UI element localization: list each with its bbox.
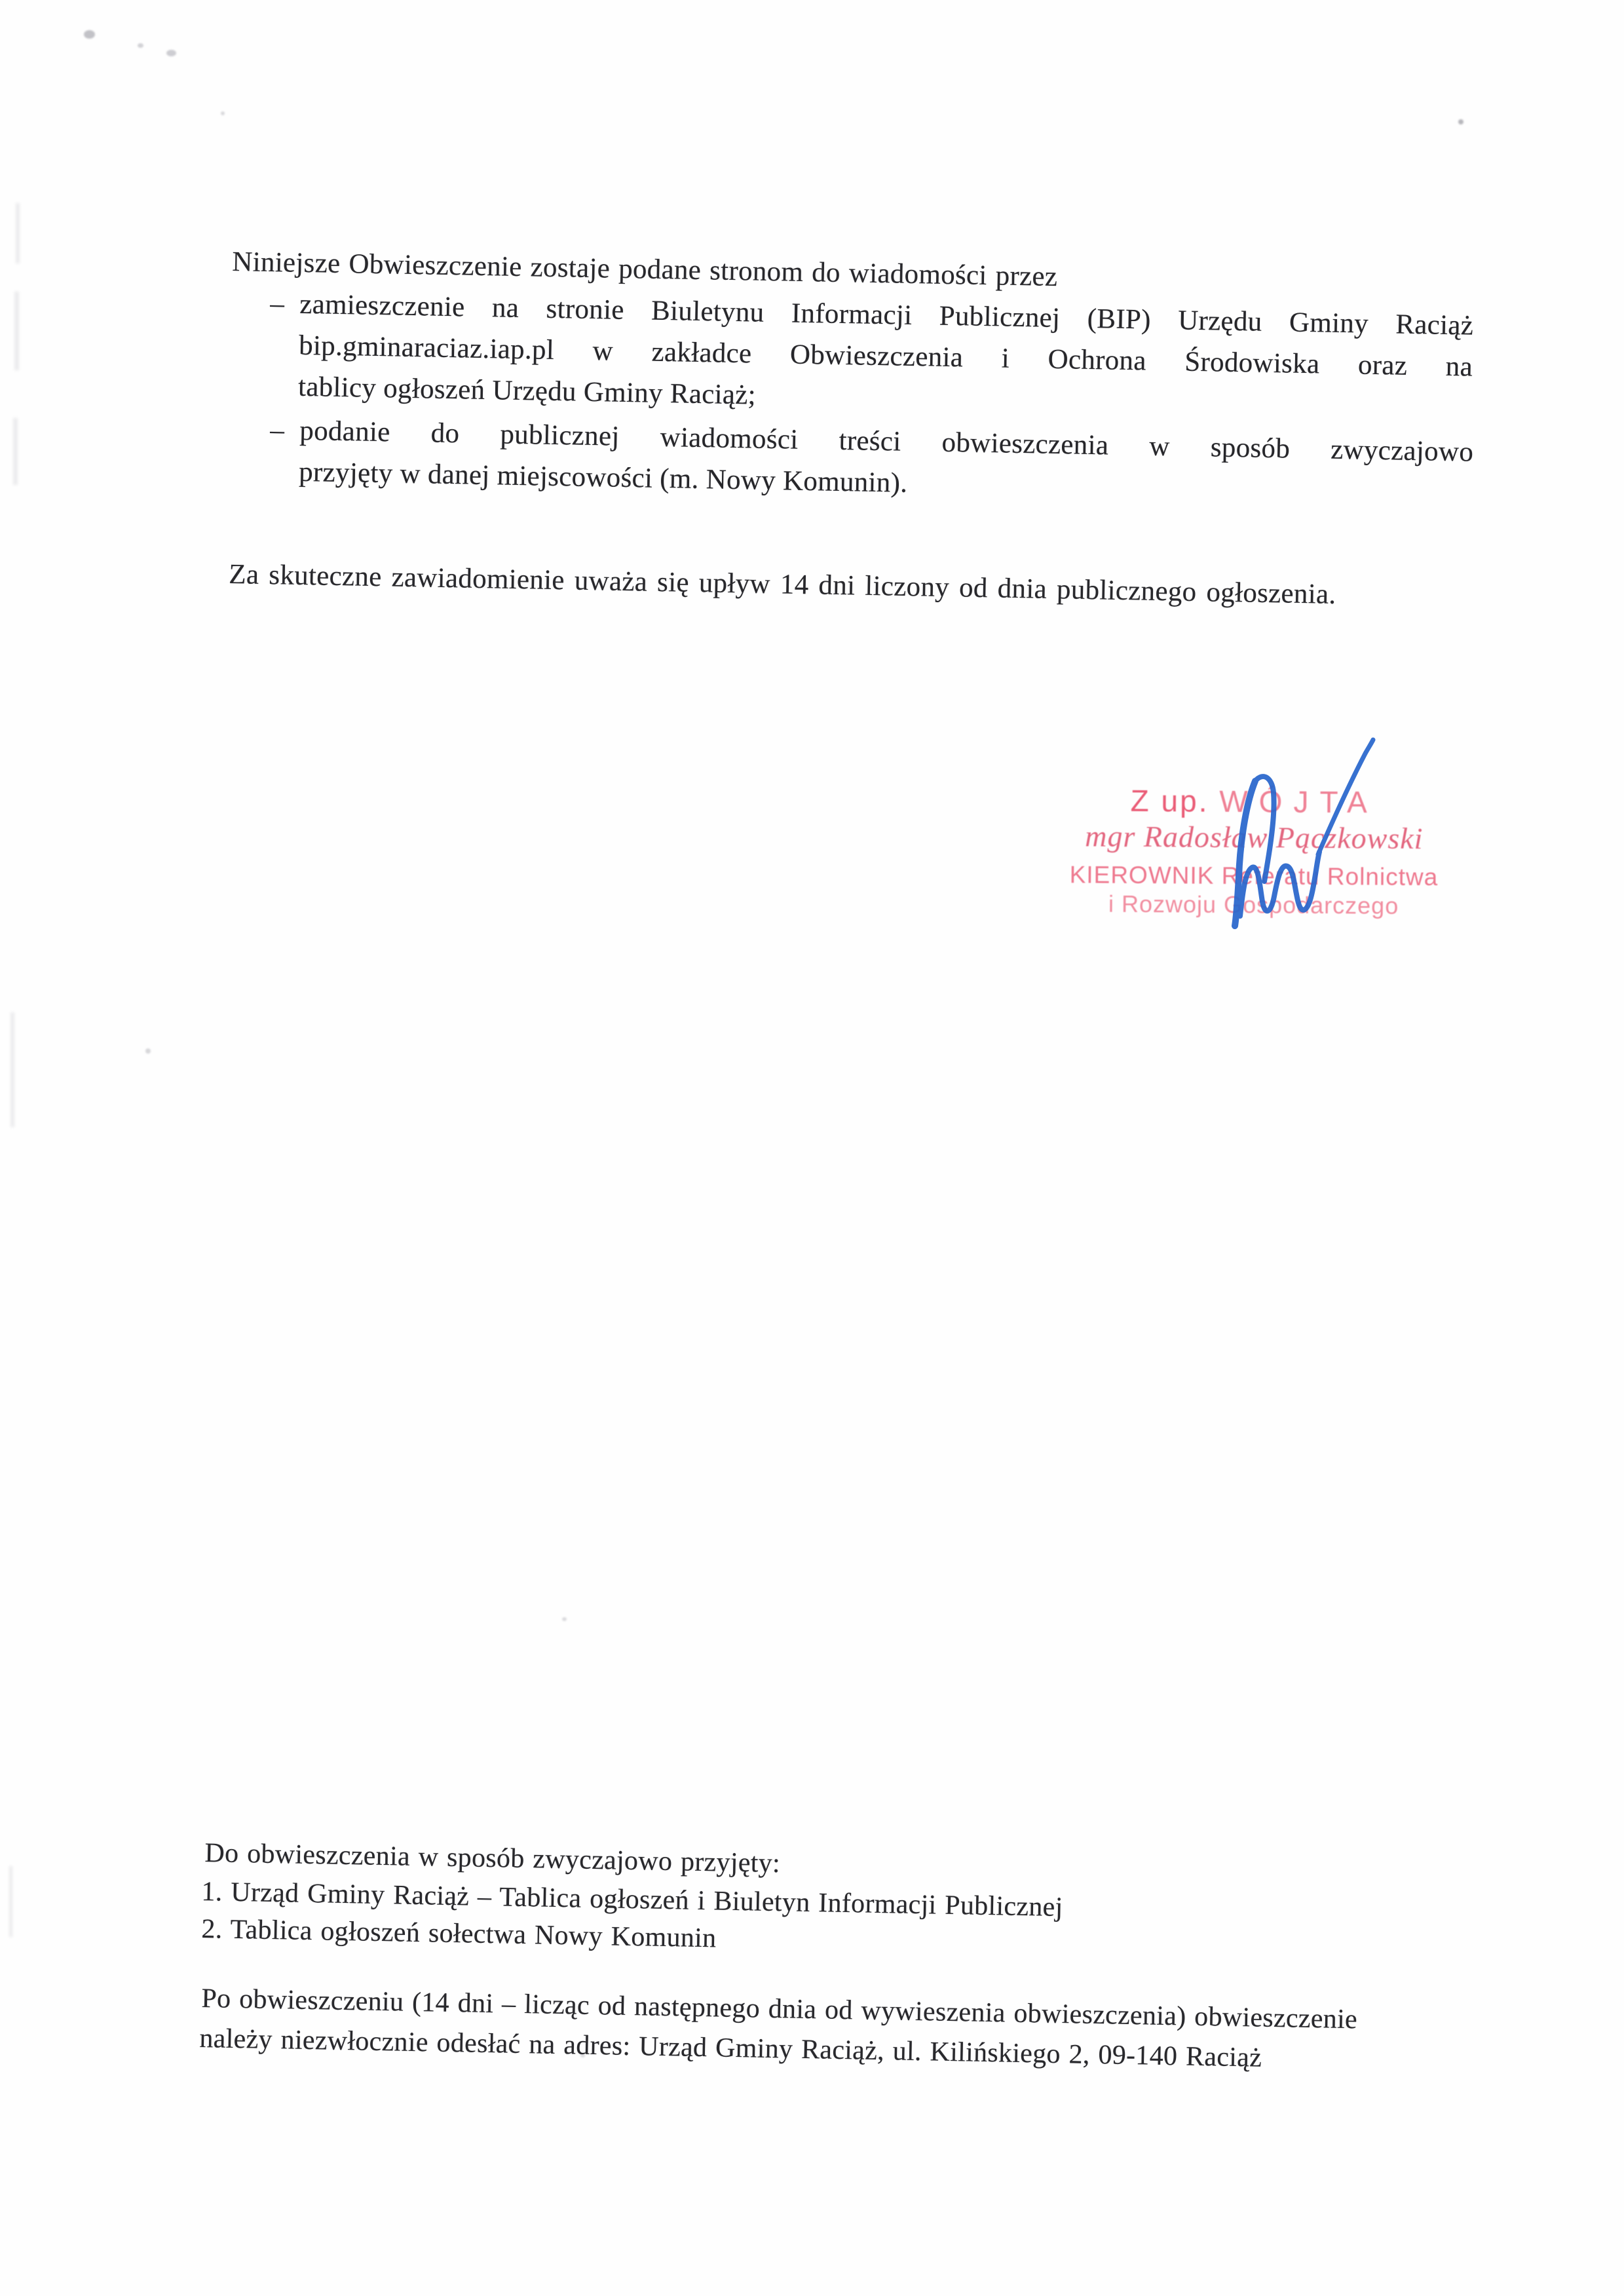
bullet-line: tablicy ogłoszeń Urzędu Gminy Raciąż; [297, 371, 757, 411]
scan-edge-shadow [9, 1866, 12, 1937]
scan-edge-shadow [14, 292, 19, 370]
bullet-marker: – [269, 414, 285, 446]
scan-speck [84, 30, 95, 39]
bullet-marker: – [269, 288, 285, 320]
bullet-lines [298, 284, 1474, 429]
distribution-heading: Do obwieszczenia w sposób zwyczajowo przyjęty: [204, 1837, 781, 1879]
distribution-item: 2. Tablica ogłoszeń sołectwa Nowy Komunin [201, 1913, 717, 1954]
notice-line: Za skuteczne zawiadomienie uważa się upływ 14 dni liczony od dnia publicznego ogłoszenia. [228, 558, 1336, 610]
scan-edge-shadow [10, 1012, 14, 1127]
scan-speck [138, 43, 143, 48]
scan-edge-shadow [16, 203, 20, 263]
bullet-item [269, 283, 1474, 429]
scan-speck [145, 1048, 151, 1054]
distribution-item: 1. Urząd Gminy Raciąż – Tablica ogłoszeń i Biuletyn Informacji Publicznej [201, 1876, 1063, 1923]
stamp-position-line2: i Rozwoju Gospodarczego [1108, 890, 1399, 919]
return-note-line: należy niezwłocznie odesłać na adres: Urząd Gminy Raciąż, ul. Kilińskiego 2, 09-140 Raciąż [199, 2023, 1262, 2073]
bullet-line: bip.gminaraciaz.iap.pl w zakładce Obwieszczenia i Ochrona Środowiska oraz na [298, 330, 1473, 383]
scan-speck [221, 111, 225, 115]
stamp-authorization [1048, 782, 1461, 820]
scan-speck [166, 50, 176, 56]
intro-line: Niniejsze Obwieszczenie zostaje podane stronom do wiadomości przez [231, 246, 1058, 293]
scan-speck [1458, 119, 1463, 124]
scan-speck [562, 1617, 567, 1621]
stamp-authorization-title: WÓJTA [1219, 784, 1379, 820]
stamp-name: mgr Radosław Pączkowski [1085, 819, 1424, 855]
scan-edge-shadow [13, 418, 18, 485]
return-note-line: Po obwieszczeniu (14 dni – licząc od następnego dnia od wywieszenia obwieszczenia) obwieszczenie [201, 1983, 1358, 2035]
bullet-line: przyjęty w danej miejscowości (m. Nowy Komunin). [298, 456, 908, 499]
stamp-position-line1: KIEROWNIK Referatu Rolnictwa [1069, 861, 1439, 891]
bullet-line: podanie do publicznej wiadomości treści obwieszczenia w sposób zwyczajowo [299, 415, 1474, 468]
approval-stamp [1048, 777, 1461, 919]
stamp-authorization-prefix: Z up. [1130, 783, 1209, 818]
bullet-line: zamieszczenie na stronie Biuletynu Informacji Publicznej (BIP) Urzędu Gminy Raciąż [299, 288, 1474, 341]
